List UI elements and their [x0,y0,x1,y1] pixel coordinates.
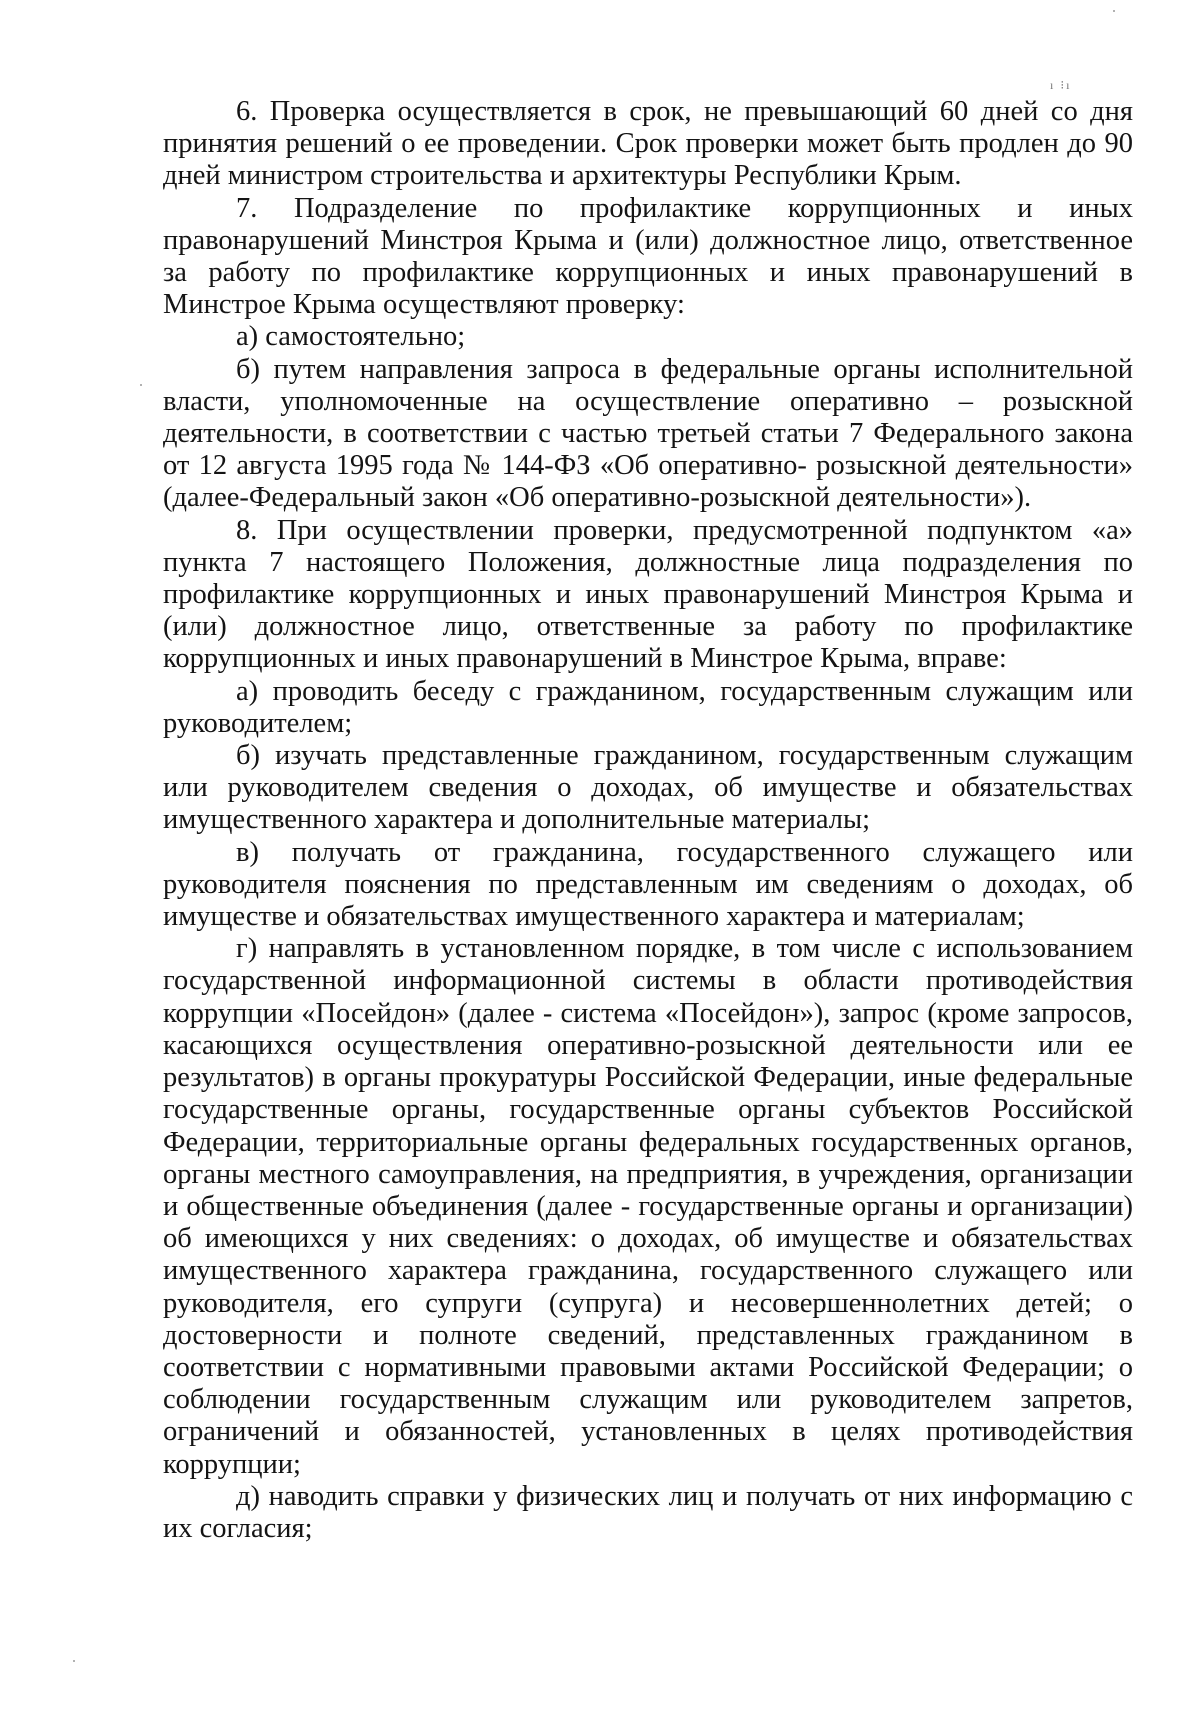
paragraph-8-rights: 8. При осуществлении проверки, предусмотренной подпунктом «а» пункта 7 настоящего Положения, должностные лица подразделения по профилактике коррупционных и иных правонарушений Минстроя Крыма и (или) должностное лицо, ответственные за работу по профилактике коррупционных и иных правонарушений в Минстрое Крыма, вправе: [163,514,1133,675]
paragraph-8-v: в) получать от гражданина, государственного служащего или руководителя пояснения по представленным им сведениям о доходах, об имуществе и обязательствах имущественного характера и материалам; [163,836,1133,933]
paragraph-8-g: г) направлять в установленном порядке, в том числе с использованием государственной информационной системы в области противодействия коррупции «Посейдон» (далее - система «Посейдон»), запрос (кроме запросов, касающихся осуществления оперативно-розыскной деятельности или ее результатов) в органы прокуратуры Российской Федерации, иные федеральные государственные органы, государственные органы субъектов Российской Федерации, территориальные органы федеральных государственных органов, органы местного самоуправления, на предприятия, в учреждения, организации и общественные объединения (далее - государственные органы и организации) об имеющихся у них сведениях: о доходах, об имуществе и обязательствах имущественного характера гражданина, государственного служащего или руководителя, его супруги (супруга) и несовершеннолетних детей; о достоверности и полноте сведений, представленных гражданином в соответствии с нормативными правовыми актами Российской Федерации; о соблюдении государственным служащим или руководителем запретов, ограничений и обязанностей, установленных в целях противодействия коррупции; [163,933,1133,1480]
paragraph-7-subdivision: 7. Подразделение по профилактике коррупционных и иных правонарушений Минстроя Крыма и (или) должностное лицо, ответственное за работу по профилактике коррупционных и иных правонарушений в Минстрое Крыма осуществляют проверку: [163,192,1133,321]
paragraph-7-a: а) самостоятельно; [236,321,466,353]
scan-speck [73,1660,75,1662]
scan-speck [1113,10,1115,12]
paragraph-7-b: б) путем направления запроса в федеральные органы исполнительной власти, уполномоченные на осуществление оперативно – розыскной деятельности, в соответствии с частью третьей статьи 7 Федерального закона от 12 августа 1995 года № 144-ФЗ «Об оперативно- розыскной деятельности» (далее-Федеральный закон «Об оперативно-розыскной деятельности»). [163,353,1133,514]
page-mark: ı ⁝ı [1050,78,1072,92]
paragraph-6-term: 6. Проверка осуществляется в срок, не превышающий 60 дней со дня принятия решений о ее проведении. Срок проверки может быть продлен до 90 дней министром строительства и архитектуры Республики Крым. [163,96,1133,192]
paragraph-8-b: б) изучать представленные гражданином, государственным служащим или руководителем сведения о доходах, об имуществе и обязательствах имущественного характера и дополнительные материалы; [163,740,1133,836]
scan-speck [140,384,142,386]
document-body [163,96,1133,1545]
paragraph-8-a: а) проводить беседу с гражданином, государственным служащим или руководителем; [163,675,1133,739]
paragraph-8-d: д) наводить справки у физических лиц и получать от них информацию с их согласия; [163,1480,1133,1544]
